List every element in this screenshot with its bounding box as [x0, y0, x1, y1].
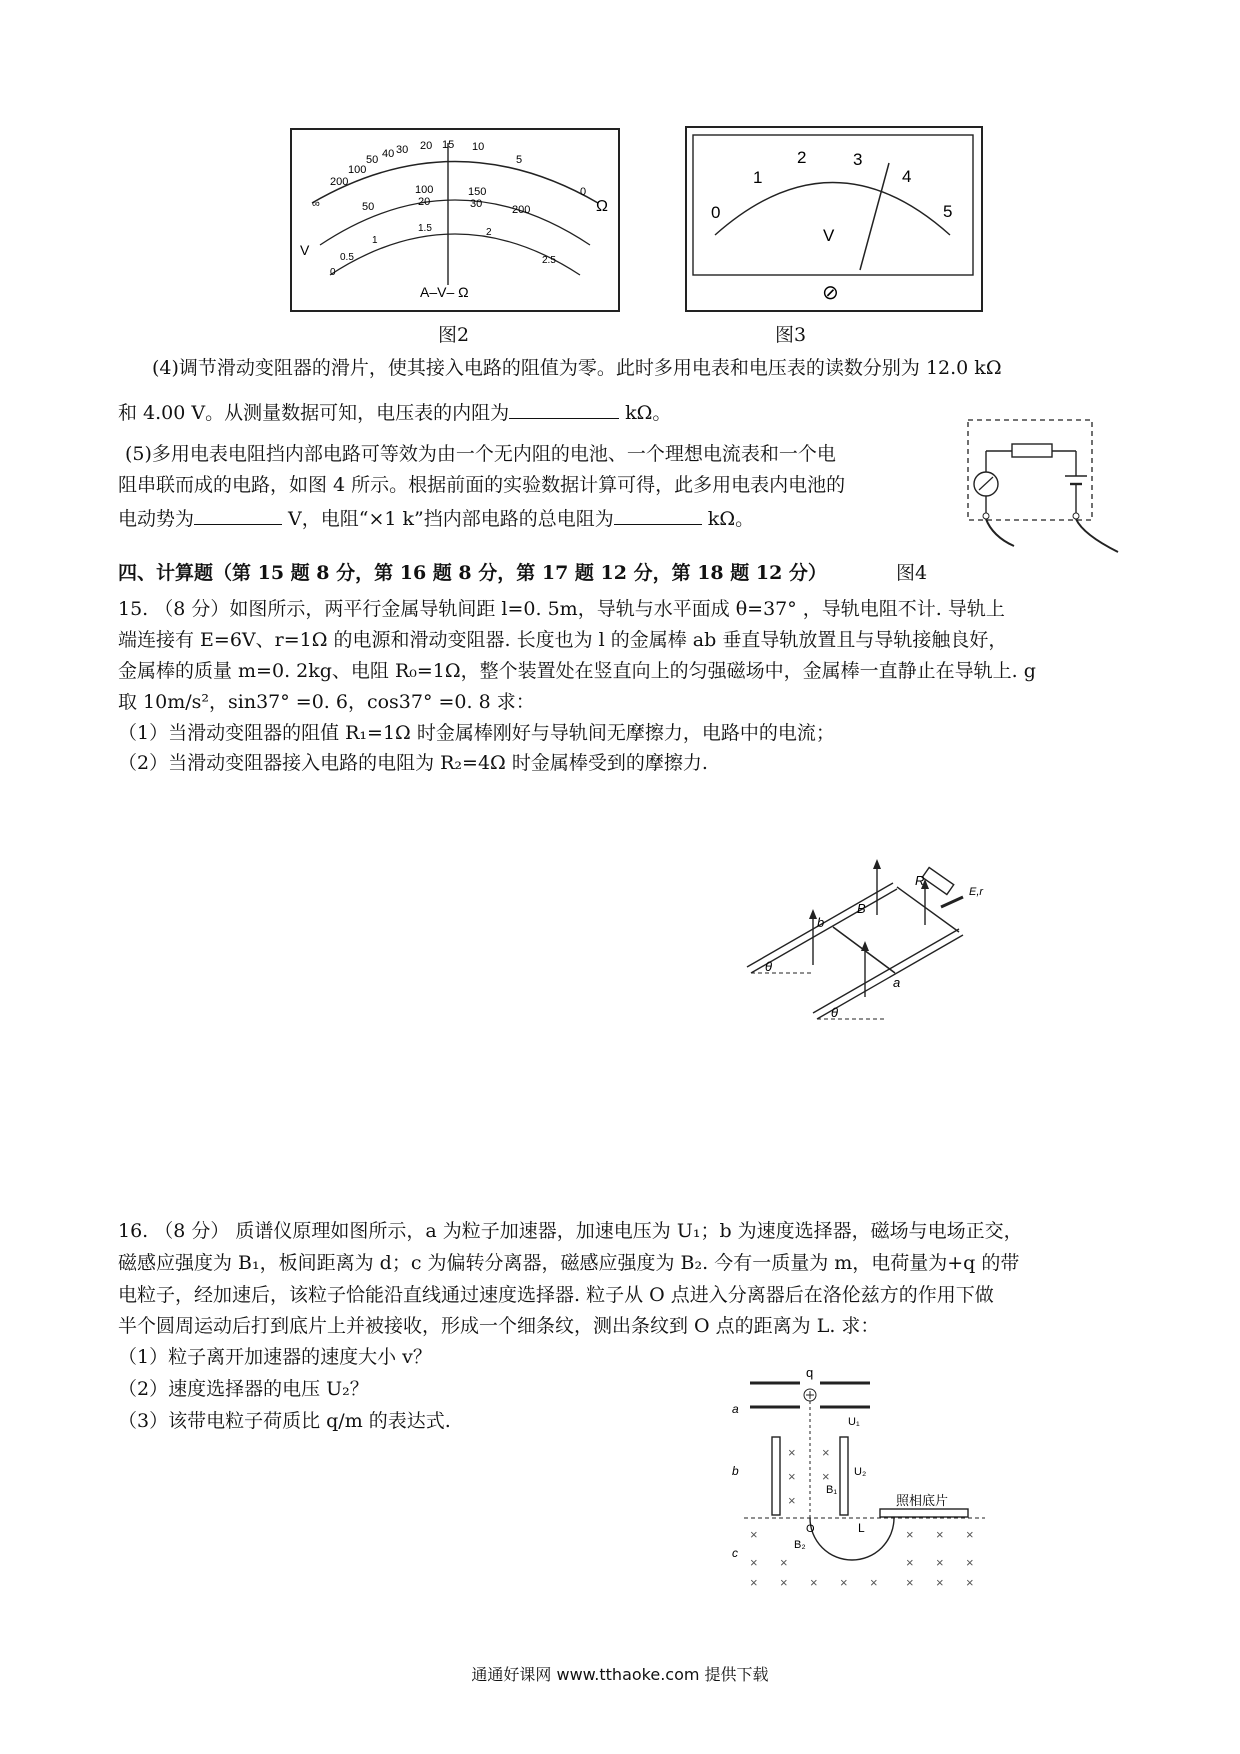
point-b-label: b: [817, 915, 825, 930]
region-a-label: a: [732, 1402, 739, 1416]
low-tick: 0: [330, 267, 336, 278]
q16-sub-2: （2）速度选择器的电压 U₂？: [118, 1378, 369, 1400]
U1-label: U₁: [848, 1416, 860, 1428]
page-footer[interactable]: 通通好课网 www.tthaoke.com 提供下载: [471, 1665, 769, 1684]
volt-tick: 3: [853, 150, 863, 169]
low-tick: 0.5: [340, 252, 354, 263]
figure-4-circuit: [962, 418, 1122, 558]
theta-label: θ: [765, 959, 773, 974]
cross-mark: ×: [966, 1575, 974, 1590]
ohm-tick: ∞: [312, 198, 320, 210]
q16-line-1: 16. （8 分） 质谱仪原理如图所示，a 为粒子加速器，加速电压为 U₁；b 为速度选择器，磁场与电场正交，: [118, 1220, 1023, 1242]
mid-tick: 50: [362, 201, 375, 213]
U2-label: U₂: [854, 1466, 867, 1478]
cross-mark: ×: [966, 1555, 974, 1570]
q15-line-5: （1）当滑动变阻器的阻值 R₁=1Ω 时金属棒刚好与导轨间无摩擦力，电路中的电流；: [118, 722, 835, 744]
cross-mark: ×: [788, 1469, 796, 1484]
volt-tick: 5: [943, 202, 953, 221]
cross-mark: ×: [810, 1575, 818, 1590]
cross-mark: ×: [906, 1555, 914, 1570]
ohm-tick: 5: [516, 154, 523, 166]
mid-tick: 150: [468, 186, 487, 198]
mid-tick: 200: [512, 204, 531, 216]
point-O-label: O: [806, 1523, 815, 1535]
mid-tick: 100: [415, 184, 434, 196]
point-a-label: a: [893, 975, 901, 990]
q15-line-3: 金属棒的质量 m=0. 2kg、电阻 R₀=1Ω，整个装置处在竖直向上的匀强磁场中，金属棒一直静止在导轨上. g: [118, 660, 1036, 682]
mid-tick: 30: [470, 198, 483, 210]
charge-q-label: q: [806, 1365, 814, 1380]
figure-4-caption: 图4: [896, 562, 928, 584]
mid-tick: 20: [418, 196, 431, 208]
cross-mark: ×: [936, 1527, 944, 1542]
cross-mark: ×: [822, 1445, 830, 1460]
volt-symbol: V: [300, 242, 310, 258]
film-label: 照相底片: [896, 1493, 949, 1508]
q15-inclined-rails-figure: [745, 855, 1005, 1025]
source-Er-label: E,r: [969, 886, 984, 898]
resistor-R-label: R: [915, 873, 925, 888]
dial-bottom-label: A–V– Ω: [420, 284, 469, 300]
q16-mass-spectrometer-figure: [730, 1365, 1000, 1590]
theta-label: θ: [831, 1005, 839, 1020]
figure-2-caption: 图2: [438, 324, 470, 346]
cross-mark: ×: [780, 1575, 788, 1590]
figure-2-multimeter-dial: [290, 125, 622, 315]
q16-line-3: 电粒子，经加速后，该粒子恰能沿直线通过速度选择器. 粒子从 O 点进入分离器后在洛伦兹方的作用下做: [118, 1284, 994, 1306]
q16-sub-3: （3）该带电粒子荷质比 q/m 的表达式.: [118, 1410, 451, 1432]
cross-mark: ×: [750, 1575, 758, 1590]
cross-mark: ×: [750, 1555, 758, 1570]
figure-3-caption: 图3: [775, 324, 807, 346]
ohm-tick: 20: [420, 140, 433, 152]
q4-line-2: 和 4.00 V。从测量数据可知，电压表的内阻为 kΩ。: [118, 398, 671, 426]
q5-line-1: (5)多用电表电阻挡内部电路可等效为由一个无内阻的电池、一个理想电流表和一个电: [125, 443, 836, 465]
cross-mark: ×: [870, 1575, 878, 1590]
ohm-tick: 40: [382, 148, 395, 160]
q15-line-2: 端连接有 E=6V、r=1Ω 的电源和滑动变阻器. 长度也为 l 的金属棒 ab 垂直导轨放置且与导轨接触良好，: [118, 629, 1008, 651]
q16-sub-1: （1）粒子离开加速器的速度大小 v？: [118, 1346, 432, 1368]
answer-blank[interactable]: [614, 504, 702, 525]
volt-tick: 4: [902, 167, 912, 186]
low-tick: 2: [486, 227, 492, 238]
distance-L-label: L: [858, 1521, 865, 1535]
region-c-label: c: [732, 1546, 738, 1560]
answer-blank[interactable]: [509, 398, 619, 419]
cross-mark: ×: [788, 1493, 796, 1508]
cross-mark: ×: [780, 1555, 788, 1570]
cross-mark: ×: [840, 1575, 848, 1590]
ohm-tick: 15: [442, 139, 455, 151]
cross-mark: ×: [966, 1527, 974, 1542]
cross-mark: ×: [936, 1555, 944, 1570]
volt-tick: 0: [711, 203, 721, 222]
ohm-tick: 0: [580, 186, 587, 198]
ohm-tick: 100: [348, 164, 367, 176]
cross-mark: ×: [906, 1527, 914, 1542]
q16-line-4: 半个圆周运动后打到底片上并被接收，形成一个细条纹，测出条纹到 O 点的距离为 L. 求：: [118, 1315, 880, 1337]
volt-unit: V: [823, 226, 835, 245]
cross-mark: ×: [788, 1445, 796, 1460]
ohm-tick: 200: [330, 176, 349, 188]
cross-mark: ×: [936, 1575, 944, 1590]
q15-line-1: 15. （8 分）如图所示，两平行金属导轨间距 l=0. 5m，导轨与水平面成 θ=37° ，导轨电阻不计. 导轨上: [118, 598, 1005, 620]
region-b-label: b: [732, 1464, 739, 1478]
omega-symbol: Ω: [596, 198, 608, 215]
q15-line-6: （2）当滑动变阻器接入电路的电阻为 R₂=4Ω 时金属棒受到的摩擦力.: [118, 752, 708, 774]
low-tick: 2.5: [542, 255, 556, 266]
low-tick: 1: [372, 235, 378, 246]
low-tick: 1.5: [418, 223, 432, 234]
q16-line-2: 磁感应强度为 B₁，板间距离为 d；c 为偏转分离器，磁感应强度为 B₂. 今有一质量为 m，电荷量为+q 的带: [118, 1252, 1020, 1274]
answer-blank[interactable]: [194, 504, 282, 525]
cross-mark: ×: [906, 1575, 914, 1590]
q5-line-3: 电动势为 V，电阻“×1 k”挡内部电路的总电阻为 kΩ。: [118, 504, 754, 532]
volt-tick: 2: [797, 148, 807, 167]
ohm-tick: 50: [366, 154, 379, 166]
B2-label: B₂: [794, 1539, 806, 1551]
ohm-tick: 30: [396, 144, 409, 156]
figure-3-voltmeter: [685, 125, 985, 315]
cross-mark: ×: [822, 1469, 830, 1484]
volt-tick: 1: [753, 168, 763, 187]
ohm-tick: 10: [472, 141, 485, 153]
q4-line-1: (4)调节滑动变阻器的滑片，使其接入电路的阻值为零。此时多用电表和电压表的读数分别为 12.0 kΩ: [152, 357, 1002, 379]
zero-adjust-knob-icon: ⊘: [822, 282, 839, 304]
B1-label: B₁: [826, 1484, 838, 1496]
section-4-heading: 四、计算题（第 15 题 8 分，第 16 题 8 分，第 17 题 12 分，第 18 题 12 分）: [118, 562, 827, 584]
q5-line-2: 阻串联而成的电路，如图 4 所示。根据前面的实验数据计算可得，此多用电表内电池的: [118, 474, 846, 496]
cross-mark: ×: [750, 1527, 758, 1542]
field-B-label: B: [857, 901, 866, 916]
q15-line-4: 取 10m/s²，sin37° =0. 6，cos37° =0. 8 求：: [118, 691, 535, 713]
